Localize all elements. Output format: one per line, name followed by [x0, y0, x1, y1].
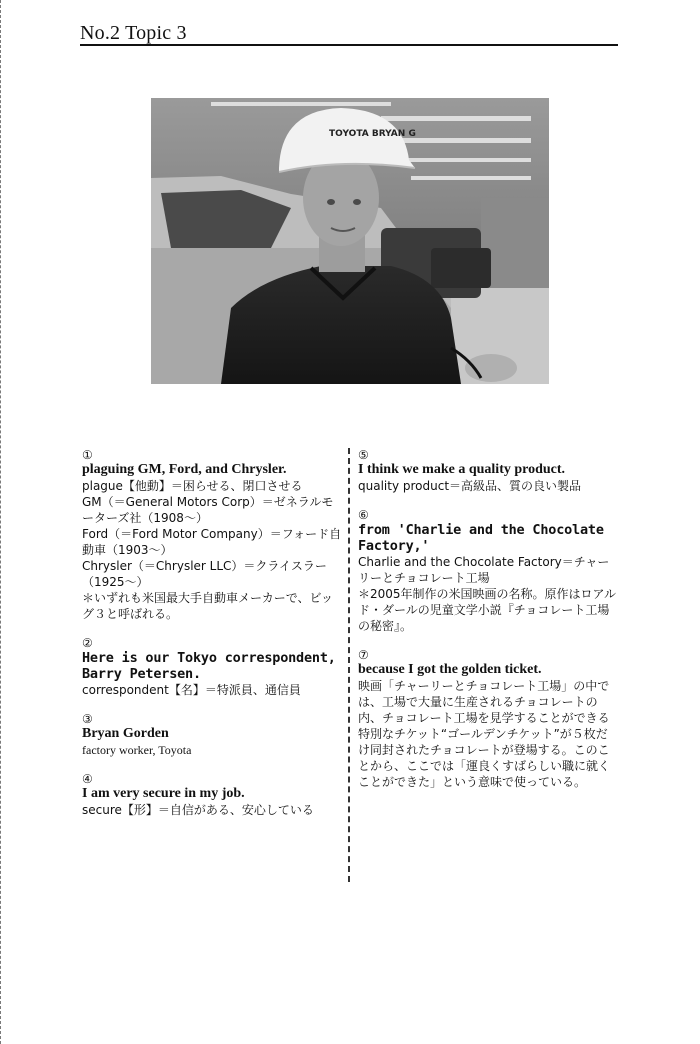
page-title: No.2 Topic 3 [80, 22, 187, 44]
column-divider [348, 448, 350, 882]
note-number: ⑤ [358, 448, 369, 462]
note-line: plague【他動】＝困らせる、閉口させる [82, 479, 303, 493]
note-heading: I think we make a quality product. [358, 462, 566, 477]
right-notes-column [358, 448, 618, 804]
note-line: quality product＝高級品、質の良い製品 [358, 479, 582, 493]
note-6 [358, 508, 618, 634]
note-line: Charlie and the Chocolate Factory＝チャーリーとチョコレート工場 [358, 555, 610, 585]
note-heading: plaguing GM, Ford, and Chrysler. [82, 462, 287, 477]
note-4 [82, 772, 342, 818]
page-edge-dashed [0, 0, 1, 1044]
note-number: ④ [82, 772, 93, 786]
interview-photo [151, 98, 549, 384]
note-1 [82, 448, 342, 622]
note-heading: because I got the golden ticket. [358, 662, 542, 677]
note-number: ⑥ [358, 508, 369, 522]
note-heading: from 'Charlie and the Chocolate Factory,' [358, 522, 604, 554]
header-rule [80, 44, 618, 46]
note-number: ① [82, 448, 93, 462]
note-line: ＊2005年制作の米国映画の名称。原作はロアルド・ダールの児童文学小説『チョコレート工場の秘密』。 [358, 587, 617, 633]
note-line: 映画「チャーリーとチョコレート工場」の中では、工場で大量に生産されるチョコレートの内、チョコレート工場を見学することができる特別なチケット“ゴールデンチケット”が５枚だけ同封されたチョコレートが登場する。このことから、ここでは「運良くすばらしい職に就くことができた」という意味で使っている。 [358, 679, 611, 789]
note-number: ③ [82, 712, 93, 726]
left-notes-column [82, 448, 342, 832]
note-line: factory worker, Toyota [82, 743, 192, 757]
note-number: ② [82, 636, 93, 650]
note-7 [358, 648, 618, 790]
note-line: correspondent【名】＝特派員、通信員 [82, 683, 301, 697]
note-3 [82, 712, 342, 758]
note-heading: I am very secure in my job. [82, 786, 245, 801]
hardhat-brand-text: TOYOTA BRYAN G [329, 129, 416, 139]
note-2 [82, 636, 342, 698]
note-line: Ford（＝Ford Motor Company）＝フォード自動車（1903～） [82, 527, 342, 557]
note-heading: Bryan Gorden [82, 726, 169, 741]
note-heading: Here is our Tokyo correspondent, Barry Petersen. [82, 650, 336, 682]
note-5 [358, 448, 618, 494]
note-line: GM（＝General Motors Corp）＝ゼネラルモーターズ社（1908～） [82, 495, 334, 525]
note-line: Chrysler（＝Chrysler LLC）＝クライスラー（1925～） [82, 559, 327, 589]
note-number: ⑦ [358, 648, 369, 662]
note-line: secure【形】＝自信がある、安心している [82, 803, 314, 817]
note-line: ＊いずれも米国最大手自動車メーカーで、ビッグ３と呼ばれる。 [82, 591, 334, 621]
